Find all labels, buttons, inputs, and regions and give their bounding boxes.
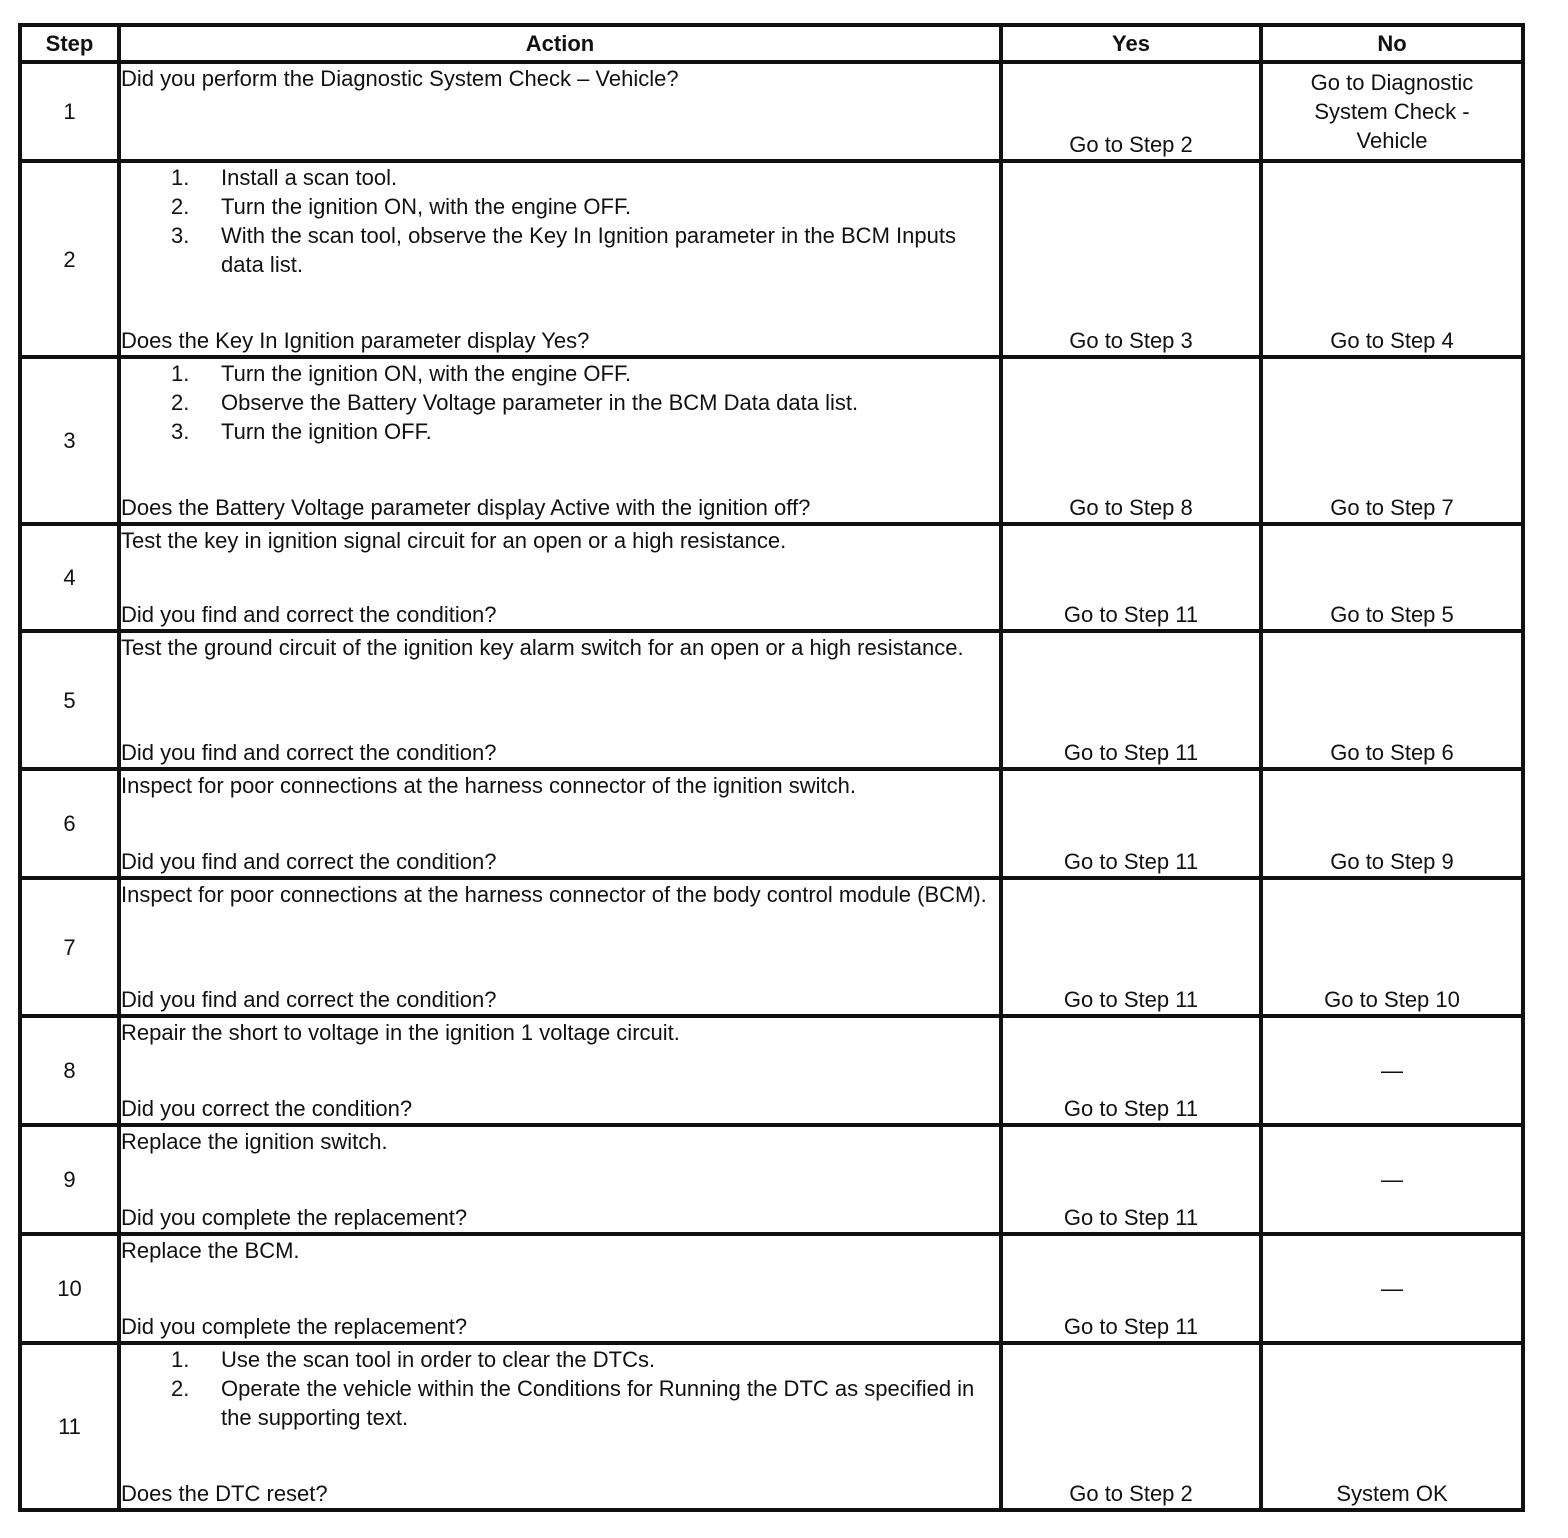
substep-item — [171, 388, 999, 417]
header-no: No — [1261, 25, 1523, 62]
header-action: Action — [119, 25, 1001, 62]
action-question: Did you find and correct the condition? — [121, 987, 497, 1012]
yes-result: Go to Step 11 — [1001, 524, 1261, 631]
action-instruction: Inspect for poor connections at the harness connector of the ignition switch. — [121, 773, 856, 798]
action-instruction: Replace the BCM. — [121, 1238, 300, 1263]
table-row — [20, 161, 1523, 357]
substep-item — [171, 163, 999, 192]
action-cell — [119, 1016, 1001, 1125]
substep-number: 1. — [171, 165, 190, 190]
step-number: 7 — [20, 878, 119, 1016]
action-question: Does the DTC reset? — [121, 1481, 328, 1506]
table-row — [20, 1343, 1523, 1510]
yes-result: Go to Step 11 — [1001, 631, 1261, 769]
action-instruction: Test the key in ignition signal circuit for an open or a high resistance. — [121, 528, 787, 553]
substep-item — [171, 1345, 999, 1374]
yes-result: Go to Step 11 — [1001, 878, 1261, 1016]
table-row — [20, 1016, 1523, 1125]
action-top — [121, 771, 999, 800]
substep-number: 1. — [171, 1347, 190, 1372]
action-content — [121, 1236, 999, 1341]
yes-result: Go to Step 11 — [1001, 1125, 1261, 1234]
action-instruction: Inspect for poor connections at the harness connector of the body control module (BCM). — [121, 882, 987, 907]
no-result: Go to Step 9 — [1261, 769, 1523, 878]
substep-number: 3. — [171, 223, 190, 248]
action-instruction: Repair the short to voltage in the ignition 1 voltage circuit. — [121, 1020, 680, 1045]
substep-list — [121, 163, 999, 279]
step-number: 1 — [20, 62, 119, 161]
action-content — [121, 163, 999, 355]
step-number: 4 — [20, 524, 119, 631]
yes-result: Go to Step 11 — [1001, 1234, 1261, 1343]
action-content — [121, 526, 999, 629]
action-question: Did you find and correct the condition? — [121, 849, 497, 874]
step-number: 8 — [20, 1016, 119, 1125]
substep-number: 2. — [171, 194, 190, 219]
action-content — [121, 359, 999, 522]
no-result: System OK — [1261, 1343, 1523, 1510]
no-result: Go to Step 4 — [1261, 161, 1523, 357]
substep-item — [171, 359, 999, 388]
action-cell — [119, 1125, 1001, 1234]
action-top — [121, 526, 999, 555]
yes-result: Go to Step 8 — [1001, 357, 1261, 524]
substep-number: 3. — [171, 419, 190, 444]
no-result: — — [1261, 1234, 1523, 1343]
substep-text: Install a scan tool. — [221, 165, 398, 190]
substep-number: 2. — [171, 1376, 190, 1401]
action-cell — [119, 524, 1001, 631]
step-number: 6 — [20, 769, 119, 878]
action-cell — [119, 1234, 1001, 1343]
substep-item — [171, 417, 999, 446]
no-result: Go to Diagnostic System Check - Vehicle — [1261, 62, 1523, 161]
substep-item — [171, 221, 999, 279]
table-row — [20, 769, 1523, 878]
table-row — [20, 524, 1523, 631]
action-question: Did you complete the replacement? — [121, 1314, 468, 1339]
yes-result: Go to Step 11 — [1001, 769, 1261, 878]
header-yes: Yes — [1001, 25, 1261, 62]
substep-item — [171, 1374, 999, 1432]
action-question: Did you complete the replacement? — [121, 1205, 468, 1230]
action-instruction: Replace the ignition switch. — [121, 1129, 388, 1154]
action-top — [121, 633, 999, 662]
table-row — [20, 631, 1523, 769]
yes-result: Go to Step 11 — [1001, 1016, 1261, 1125]
substep-list — [121, 1345, 999, 1432]
action-top — [121, 880, 999, 909]
table-row — [20, 1234, 1523, 1343]
action-question: Does the Battery Voltage parameter display Active with the ignition off? — [121, 495, 811, 520]
action-content — [121, 1127, 999, 1232]
action-instruction: Did you perform the Diagnostic System Check – Vehicle? — [121, 66, 679, 91]
action-content — [121, 880, 999, 1014]
yes-result: Go to Step 3 — [1001, 161, 1261, 357]
action-cell — [119, 357, 1001, 524]
action-instruction: Test the ground circuit of the ignition key alarm switch for an open or a high resistance. — [121, 635, 964, 660]
step-number: 11 — [20, 1343, 119, 1510]
action-top — [121, 1236, 999, 1265]
action-question: Did you find and correct the condition? — [121, 740, 497, 765]
diagnostic-table — [18, 23, 1525, 1512]
table-row — [20, 878, 1523, 1016]
substep-list — [121, 359, 999, 446]
substep-text: Operate the vehicle within the Conditions for Running the DTC as specified in the supporting text. — [221, 1376, 975, 1430]
action-cell — [119, 878, 1001, 1016]
substep-text: Observe the Battery Voltage parameter in the BCM Data data list. — [221, 390, 859, 415]
action-cell — [119, 62, 1001, 161]
step-number: 2 — [20, 161, 119, 357]
step-number: 9 — [20, 1125, 119, 1234]
yes-result: Go to Step 2 — [1001, 1343, 1261, 1510]
action-content — [121, 1018, 999, 1123]
no-result: Go to Step 6 — [1261, 631, 1523, 769]
action-question: Did you correct the condition? — [121, 1096, 413, 1121]
action-content — [121, 64, 999, 159]
substep-text: Turn the ignition OFF. — [221, 419, 432, 444]
substep-text: Use the scan tool in order to clear the DTCs. — [221, 1347, 656, 1372]
substep-number: 2. — [171, 390, 190, 415]
no-result: Go to Step 10 — [1261, 878, 1523, 1016]
no-result: — — [1261, 1125, 1523, 1234]
action-question: Does the Key In Ignition parameter display Yes? — [121, 328, 590, 353]
action-cell — [119, 769, 1001, 878]
table-row — [20, 357, 1523, 524]
step-number: 10 — [20, 1234, 119, 1343]
action-cell — [119, 1343, 1001, 1510]
action-content — [121, 633, 999, 767]
action-cell — [119, 161, 1001, 357]
no-result: — — [1261, 1016, 1523, 1125]
action-top — [121, 1345, 999, 1432]
action-top — [121, 359, 999, 446]
yes-result: Go to Step 2 — [1001, 62, 1261, 161]
action-top — [121, 1018, 999, 1047]
action-question: Did you find and correct the condition? — [121, 602, 497, 627]
header-step: Step — [20, 25, 119, 62]
table-row — [20, 62, 1523, 161]
no-result: Go to Step 5 — [1261, 524, 1523, 631]
substep-number: 1. — [171, 361, 190, 386]
action-content — [121, 771, 999, 876]
action-top — [121, 1127, 999, 1156]
step-number: 3 — [20, 357, 119, 524]
action-top — [121, 64, 999, 93]
step-number: 5 — [20, 631, 119, 769]
substep-text: With the scan tool, observe the Key In Ignition parameter in the BCM Inputs data list. — [221, 223, 956, 277]
action-top — [121, 163, 999, 279]
table-row — [20, 1125, 1523, 1234]
header-row — [20, 25, 1523, 62]
substep-text: Turn the ignition ON, with the engine OFF. — [221, 361, 632, 386]
action-cell — [119, 631, 1001, 769]
substep-text: Turn the ignition ON, with the engine OFF. — [221, 194, 632, 219]
substep-item — [171, 192, 999, 221]
action-content — [121, 1345, 999, 1508]
no-result: Go to Step 7 — [1261, 357, 1523, 524]
